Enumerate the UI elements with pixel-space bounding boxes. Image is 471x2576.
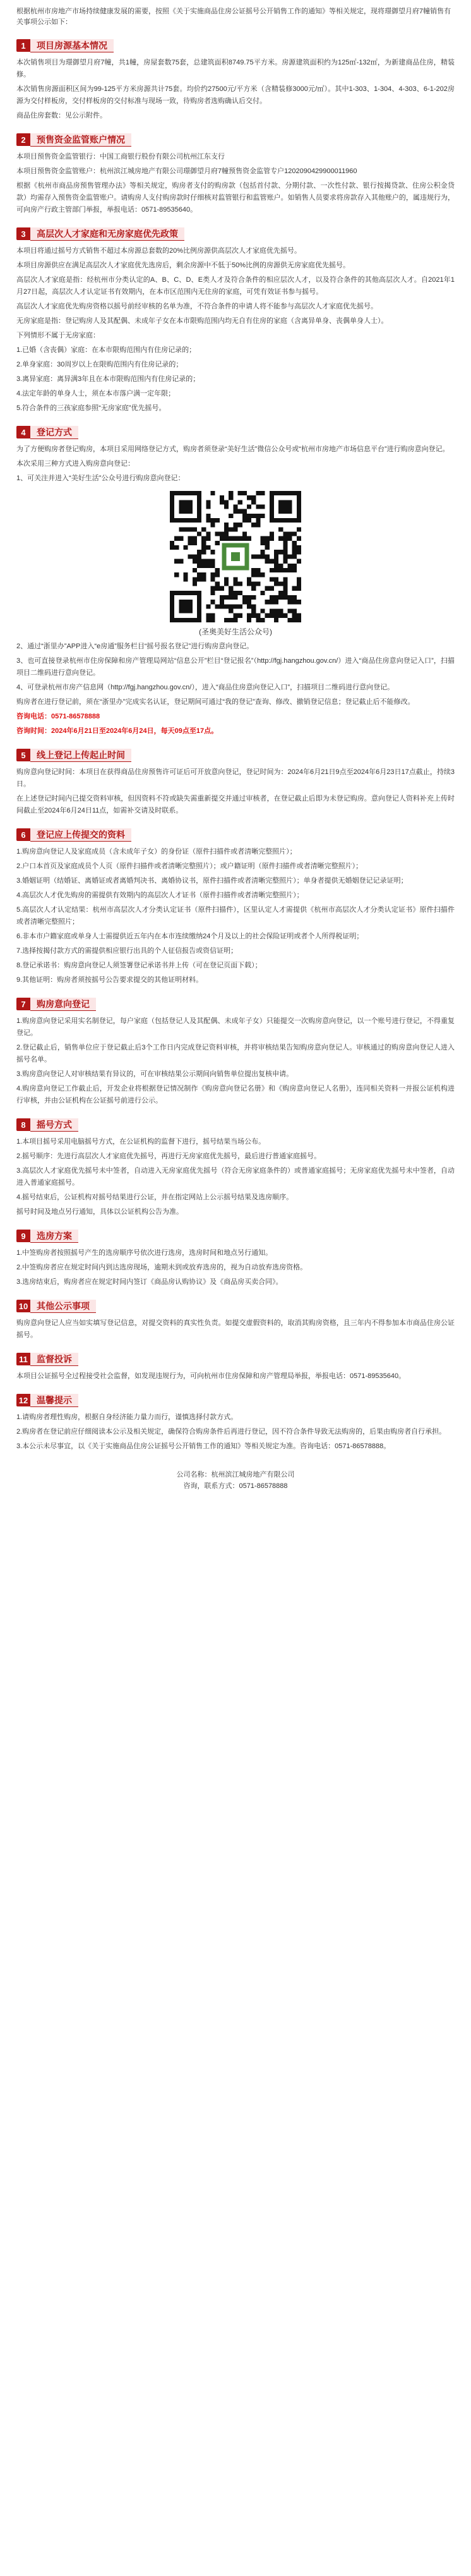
- qr-code-icon: [170, 491, 301, 622]
- paragraph: 本次销售项目为璟御望月府7幢，共1幢，房屋套数75套，总建筑面积8749.75平方米。房源建筑面积约为125㎡-132㎡，为新建商品住房，精装修。: [16, 59, 455, 78]
- section-header: [16, 1353, 455, 1365]
- section-7: [16, 998, 455, 1107]
- section-header: [16, 426, 455, 438]
- section-2: [16, 133, 455, 216]
- qr-caption: (圣奥美好生活公众号): [199, 627, 272, 636]
- section-number-badge: 10: [16, 1300, 30, 1312]
- paragraph: 3.购房意向登记人对审核结果有异议的，可在审核结果公示期间向销售单位提出复核申请。: [16, 1070, 294, 1078]
- paragraph: 1.购房意向登记采用实名制登记，每户家庭（包括登记人及其配偶、未成年子女）只能提交一次购房意向登记，以一个账号进行登记，不得重复登记。: [16, 1017, 455, 1037]
- section-5: [16, 749, 455, 817]
- section-header: [16, 828, 455, 841]
- list-item: 4.高层次人才优先购房的需提供有效期内的高层次人才证书（原件扫描件或者清晰完整照片）；: [16, 892, 304, 899]
- footer-contact: 咨询，联系方式：0571-86578888: [183, 1482, 288, 1490]
- paragraph: 1.本项目摇号采用电脑摇号方式，在公证机构的监督下进行，摇号结果当场公布。: [16, 1138, 266, 1146]
- list-item: 4.法定年龄的单身人士，须在本市落户满一定年限；: [16, 390, 176, 397]
- section-3: [16, 227, 455, 414]
- list-item: 7.选择按揭付款方式的需提供相应银行出具的个人征信报告或资信证明；: [16, 947, 238, 955]
- paragraph: 1.中签购房者按照摇号产生的选房顺序号依次进行选房，选房时间和地点另行通知。: [16, 1249, 273, 1257]
- section-header: [16, 749, 455, 761]
- section-title: 登记应上传提交的资料: [30, 828, 131, 842]
- paragraph: 本次采用三种方式进入购房意向登记：: [16, 460, 134, 468]
- paragraph: 2.中签购房者应在规定时间内到达选房现场，逾期未到或放弃选房的，视为自动放弃选房资格。: [16, 1264, 307, 1271]
- paragraph: 本项目预售资金监管账户：杭州滨江城房地产有限公司璟御望月府7幢预售资金监管专户1202090429900011960: [16, 167, 357, 175]
- list-item: 5.符合条件的三孩家庭参照“无房家庭”优先摇号。: [16, 404, 166, 412]
- list-item: 6.非本市户籍家庭或单身人士需提供近五年内在本市连续缴纳24个月及以上的社会保险证明或者个人所得税证明；: [16, 933, 364, 940]
- paragraph: 咨询时间：2024年6月21日至2024年6月24日，每天09点至17点。: [16, 727, 218, 735]
- section-number-badge: 4: [16, 426, 30, 438]
- section-header: [16, 1118, 455, 1131]
- section-8: [16, 1118, 455, 1218]
- qr-code-block: [16, 491, 455, 637]
- section-header: [16, 39, 455, 52]
- section-title: 其他公示事项: [30, 1300, 96, 1313]
- paragraph: 为了方便购房者登记购房，本项目采用网络登记方式，购房者须登录“美好生活”微信公众号或“杭州市房地产市场信息平台”进行购房意向登记。: [16, 445, 450, 453]
- paragraph: 4.购房意向登记工作截止后，开发企业将根据登记情况制作《购房意向登记名册》和《购房意向登记人名册》，连同相关资料一并报公证机构进行审核，并由公证机构在公证摇号前进行公示。: [16, 1085, 455, 1104]
- paragraph: 高层次人才家庭优先购房资格以摇号前经审核的名单为准，不符合条件的申请人将不能参与高层次人才家庭优先摇号。: [16, 303, 378, 310]
- paragraph: 3.选房结束后，购房者应在规定时间内签订《商品房认购协议》及《商品房买卖合同》。: [16, 1278, 283, 1286]
- section-12: [16, 1394, 455, 1453]
- paragraph: 下列情形不属于无房家庭：: [16, 332, 100, 339]
- section-header: [16, 133, 455, 146]
- list-item: 9.其他证明：购房者须按摇号公告要求提交的其他证明材料。: [16, 976, 203, 984]
- section-1: [16, 39, 455, 122]
- section-6: [16, 828, 455, 986]
- paragraph: 咨询电话：0571-86578888: [16, 713, 100, 720]
- footer-company: 公司名称：杭州滨江城房地产有限公司: [176, 1471, 295, 1478]
- paragraph: 3.本公示未尽事宜，以《关于实施商品住房公证摇号公开销售工作的通知》等相关规定为准。咨询电话：0571-86578888。: [16, 1442, 391, 1450]
- section-title: 高层次人才家庭和无房家庭优先政策: [30, 227, 184, 241]
- paragraph: 2.购房者在登记前应仔细阅读本公示及相关规定，确保符合购房条件后再进行登记，因不符合条件导致无法购房的，后果由购房者自行承担。: [16, 1428, 446, 1436]
- section-number-badge: 3: [16, 227, 30, 240]
- paragraph: 根据《杭州市商品房预售管理办法》等相关规定，购房者支付的购房款（包括首付款、分期付款、一次性付款、银行按揭贷款、住房公积金贷款）均需存入预售资金监管账户。请购房人支付购房款时仔细核对监管银行和监管账户。如销售人员要求将房款存入其他账户的，属违规行为，可向房产行政主管部门举报，举报电话：0571-89535640。: [16, 182, 455, 214]
- section-number-badge: 6: [16, 828, 30, 841]
- intro-paragraph: 根据杭州市房地产市场持续健康发展的需要，按照《关于实施商品住房公证摇号公开销售工作的通知》等相关规定，现将璟御望月府7幢销售有关事项公示如下：: [16, 8, 451, 26]
- paragraph: 1、可关注并进入“美好生活”公众号进行购房意向登记：: [16, 475, 185, 482]
- section-title: 摇号方式: [30, 1118, 78, 1132]
- section-title: 登记方式: [30, 426, 78, 439]
- paragraph: 2、通过“浙里办”APP进入“e房通”服务栏目“摇号报名登记”进行购房意向登记。: [16, 643, 254, 650]
- paragraph: 购房者在进行登记前，须在“浙里办”完成实名认证，登记期间可通过“我的登记”查询、修改、撤销登记信息；登记截止后不能修改。: [16, 698, 415, 706]
- section-number-badge: 8: [16, 1118, 30, 1131]
- paragraph: 在上述登记时间内已提交资料审核，但因资料不符或缺失需重新提交并通过审核者，在登记截止后即为未登记购房。意向登记人资料补充上传时间截止至2024年6月24日11点，如需补交请及时联系。: [16, 795, 455, 814]
- section-header: [16, 998, 455, 1010]
- list-item: 3.婚姻证明（结婚证、离婚证或者离婚判决书、离婚协议书，原件扫描件或者清晰完整照片）；单身者提供无婚姻登记记录证明；: [16, 877, 408, 885]
- section-header: [16, 1394, 455, 1406]
- section-header: [16, 1300, 455, 1312]
- section-title: 监督投诉: [30, 1353, 78, 1366]
- section-number-badge: 5: [16, 749, 30, 761]
- list-item: 1.购房意向登记人及家庭成员（含未成年子女）的身份证（原件扫描件或者清晰完整照片）；: [16, 848, 297, 856]
- paragraph: 商品住房套数：见公示附件。: [16, 112, 107, 119]
- paragraph: 本项目将通过摇号方式销售不超过本房源总套数的20%比例房源供高层次人才家庭优先摇号。: [16, 247, 302, 255]
- paragraph: 本项目公证摇号全过程接受社会监督，如发现违规行为，可向杭州市住房保障和房产管理局举报，举报电话：0571-89535640。: [16, 1372, 406, 1380]
- paragraph: 3、也可直接登录杭州市住房保障和房产管理局网站“信息公开”栏目“登记报名”（http://fgj.hangzhou.gov.cn/）进入“商品住房意向登记入口”，扫描项目二维码进行意向登记。: [16, 657, 455, 677]
- section-header: [16, 227, 455, 240]
- section-number-badge: 1: [16, 39, 30, 52]
- section-number-badge: 9: [16, 1230, 30, 1242]
- section-number-badge: 2: [16, 133, 30, 146]
- list-item: 3.离异家庭：离异满3年且在本市限购范围内有住房记录的；: [16, 375, 200, 383]
- section-title: 选房方案: [30, 1230, 78, 1243]
- section-10: [16, 1300, 455, 1341]
- list-item: 1.已婚（含丧偶）家庭：在本市限购范围内有住房记录的；: [16, 346, 196, 354]
- paragraph: 无房家庭是指：登记购房人及其配偶、未成年子女在本市限购范围内均无自有住房的家庭（含离异单身、丧偶单身人士）。: [16, 317, 388, 325]
- section-header: [16, 1230, 455, 1242]
- section-11: [16, 1353, 455, 1382]
- section-title: 线上登记上传起止时间: [30, 749, 131, 762]
- section-title: 项目房源基本情况: [30, 39, 114, 52]
- paragraph: 1.请购房者理性购房，根据自身经济能力量力而行，谨慎选择付款方式。: [16, 1413, 238, 1421]
- list-item: 2.户口本首页及家庭成员个人页（原件扫描件或者清晰完整照片）；或户籍证明（原件扫描件或者清晰完整照片）；: [16, 862, 363, 870]
- paragraph: 2.摇号顺序：先进行高层次人才家庭优先摇号，再进行无房家庭优先摇号，最后进行普通家庭摇号。: [16, 1152, 321, 1160]
- paragraph: 4.摇号结束后，公证机构对摇号结果进行公证，并在指定网站上公示摇号结果及选房顺序。: [16, 1194, 294, 1201]
- paragraph: 2.登记截止后，销售单位应于登记截止后3个工作日内完成登记资料审核，并将审核结果告知购房意向登记人。审核通过的购房意向登记人进入摇号名单。: [16, 1044, 455, 1063]
- paragraph: 高层次人才家庭是指：经杭州市分类认定的A、B、C、D、E类人才及符合条件的相应层次人才，以及符合条件的其他高层次人才。自2021年1月27日起，高层次人才认定证书有效期内，在本市区范围内无住房的家庭，可凭有效证书参与摇号。: [16, 276, 455, 296]
- section-4: [16, 426, 455, 737]
- footer: [16, 1469, 455, 1492]
- section-title: 购房意向登记: [30, 998, 96, 1011]
- paragraph: 购房意向登记时间：本项目在获得商品住房预售许可证后可开放意向登记，登记时间为：2024年6月21日9点至2024年6月23日17点截止，持续3日。: [16, 768, 455, 788]
- section-9: [16, 1230, 455, 1288]
- paragraph: 摇号时间及地点另行通知，具体以公证机构公告为准。: [16, 1208, 183, 1216]
- section-title: 预售资金监管账户情况: [30, 133, 131, 147]
- section-number-badge: 7: [16, 998, 30, 1010]
- list-item: 5.高层次人才认定结果：杭州市高层次人才分类认定证书（原件扫描件），区里认定人才需提供《杭州市高层次人才分类认定证书》原件扫描件或者清晰完整照片；: [16, 906, 455, 926]
- list-item: 2.单身家庭：30周岁以上在限购范围内有住房记录的；: [16, 361, 183, 368]
- paragraph: 购房意向登记人应当如实填写登记信息，对提交资料的真实性负责。如提交虚假资料的，取消其购房资格，且三年内不得参加本市商品住房公证摇号。: [16, 1319, 455, 1339]
- paragraph: 本次销售房源面积区间为99-125平方米房源共计75套。均价约27500元/平方米（含精装修3000元/㎡）。其中1-303、1-304、4-303、6-1-202房源为交付样板房，交付样板房的交付标准与现场一致，待购房者选购确认后交付。: [16, 85, 455, 105]
- paragraph: 4、可登录杭州市房产信息网（http://fgj.hangzhou.gov.cn/），进入“商品住房意向登记入口”，扫描项目二维码进行意向登记。: [16, 684, 395, 691]
- paragraph: 3.高层次人才家庭优先摇号未中签者，自动进入无房家庭优先摇号（符合无房家庭条件的）或普通家庭摇号；无房家庭优先摇号未中签者，自动进入普通家庭摇号。: [16, 1167, 455, 1187]
- section-number-badge: 11: [16, 1353, 30, 1365]
- list-item: 8.登记承诺书：购房意向登记人须签署登记承诺书并上传（可在登记页面下载）；: [16, 962, 262, 969]
- section-title: 温馨提示: [30, 1394, 78, 1407]
- sections-container: [16, 39, 455, 1453]
- paragraph: 本项目预售资金监管银行：中国工商银行股份有限公司杭州江东支行: [16, 153, 225, 160]
- paragraph: 本项目房源供应在满足高层次人才家庭优先选房后，剩余房源中不低于50%比例的房源供无房家庭优先摇号。: [16, 262, 350, 269]
- section-number-badge: 12: [16, 1394, 30, 1406]
